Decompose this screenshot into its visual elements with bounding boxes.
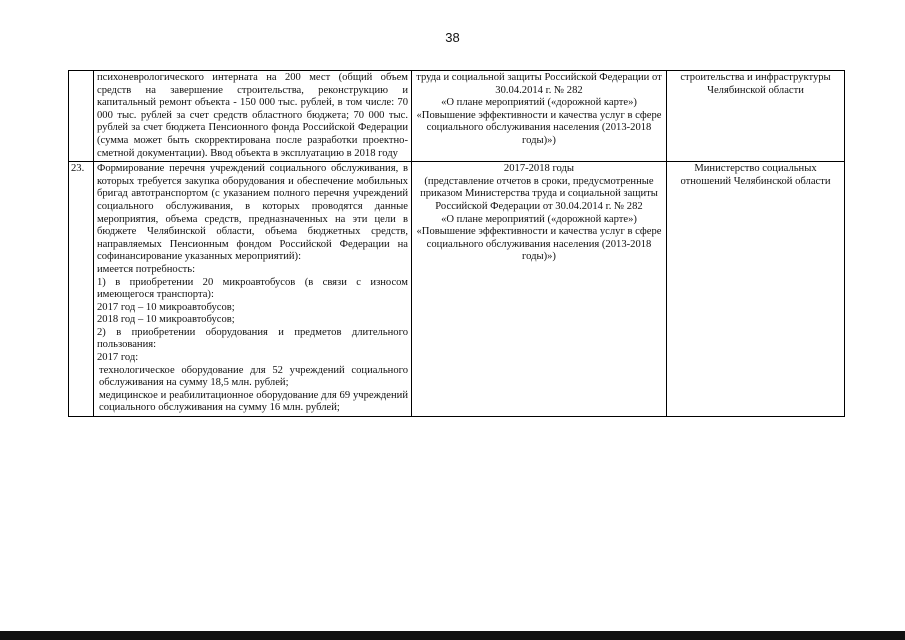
term-line: (представление отчетов в сроки, предусмотренные приказом Министерства труда и социальной защиты Российской Федерации от 30.04.2014 г. № 282 xyxy=(420,175,658,212)
description-paragraph: Формирование перечня учреждений социального обслуживания, в которых требуется закупка оборудования и обеспечение мобильных бригад автотранспортом (с указанием полного перечня учреждений социального обслуживания, в которых проводятся данные мероприятия, объема средств, предназначенных на эти цели в бюджете Челябинской области, объема бюджетных средств, направляемых Пенсионным фондом Российской Федерации на софинансирование указанных мероприятий): xyxy=(97,163,408,263)
table-row xyxy=(69,71,845,162)
description-paragraph: 1) в приобретении 20 микроавтобусов (в связи с износом имеющегося транспорта): xyxy=(97,276,408,301)
responsible-line: строительства и инфраструктуры Челябинской области xyxy=(680,72,831,96)
scan-edge-bar xyxy=(0,631,905,640)
description-cell xyxy=(94,162,412,417)
description-paragraph: психоневрологического интерната на 200 мест (общий объем средств на завершение строительства, реконструкцию и капитальный ремонт объекта - 150 000 тыс. рублей, в том числе: 70 000 тыс. рублей за счет средств областного бюджета; 70 000 тыс. рублей за счет бюджета Пенсионного фонда Российской Федерации (сумма может быть скорректирована после разработки проектно-сметной документации). Ввод объекта в эксплуатацию в 2018 году xyxy=(97,72,408,159)
page-number: 38 xyxy=(445,30,460,45)
description-paragraph: 2) в приобретении оборудования и предметов длительного пользования: xyxy=(97,326,408,351)
term-cell xyxy=(412,162,667,417)
description-paragraph: 2017 год – 10 микроавтобусов; xyxy=(97,301,235,313)
responsible-line: Министерство социальных отношений Челябинской области xyxy=(680,163,831,187)
description-paragraph: медицинское и реабилитационное оборудование для 69 учреждений социального обслуживания на сумму 16 млн. рублей; xyxy=(99,389,408,414)
term-line: труда и социальной защиты Российской Федерации от 30.04.2014 г. № 282 xyxy=(416,72,662,96)
description-cell xyxy=(94,71,412,162)
description-paragraph: 2018 год – 10 микроавтобусов; xyxy=(97,314,235,326)
measures-table xyxy=(68,70,845,417)
term-line: «О плане мероприятий («дорожной карте») xyxy=(441,213,637,225)
row-number-cell xyxy=(69,71,94,162)
term-line: «Повышение эффективности и качества услуг в сфере социального обслуживания населения (2013-2018 годы)») xyxy=(416,109,662,146)
description-paragraph: технологическое оборудование для 52 учреждений социального обслуживания на сумму 18,5 млн. рублей; xyxy=(99,364,408,389)
term-line: 2017-2018 годы xyxy=(503,163,575,175)
term-cell xyxy=(412,71,667,162)
responsible-cell xyxy=(667,71,845,162)
description-paragraph: 2017 год: xyxy=(97,352,139,364)
term-line: «Повышение эффективности и качества услуг в сфере социального обслуживания населения (2013-2018 годы)») xyxy=(416,226,662,263)
row-number-cell: 23. xyxy=(69,162,94,417)
description-paragraph: имеется потребность: xyxy=(97,263,196,275)
term-line: «О плане мероприятий («дорожной карте») xyxy=(441,97,637,109)
responsible-cell xyxy=(667,162,845,417)
table-row xyxy=(69,162,845,417)
